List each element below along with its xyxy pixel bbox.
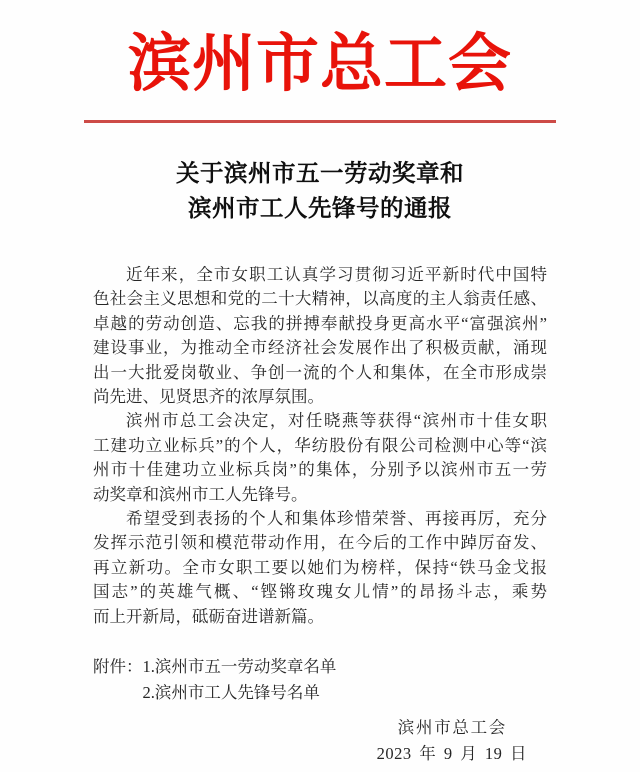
body-line: 而上开新局，砥砺奋进谱新篇。 — [93, 606, 324, 626]
body-line: 工建功立业标兵”的个人，华纺股份有限公司检测中心等“滨 — [93, 435, 547, 455]
body-line: 滨州市总工会决定，对任晓燕等获得“滨州市十佳女职 — [126, 411, 547, 431]
body-line: 希望受到表扬的个人和集体珍惜荣誉、再接再厉，充分 — [126, 509, 547, 529]
body-line: 动奖章和滨州市工人先锋号。 — [93, 484, 308, 504]
signature-org: 滨州市总工会 — [397, 718, 507, 738]
document-title — [0, 157, 640, 227]
attachment-item — [93, 680, 547, 706]
body-line: 国志”的英雄气概、“铿锵玫瑰女儿情”的昂扬斗志，乘势 — [93, 582, 547, 602]
body-line: 近年来，全市女职工认真学习贯彻习近平新时代中国特 — [126, 265, 547, 284]
signature-date: 2023 年 9 月 19 日 — [376, 744, 527, 764]
letterhead-divider-line — [84, 120, 556, 123]
paragraph-1 — [93, 263, 547, 409]
document-title-line-2: 滨州市工人先锋号的通报 — [188, 196, 452, 222]
attachment-list — [93, 654, 547, 706]
body-line: 发挥示范引领和模范带动作用，在今后的工作中踔厉奋发、 — [93, 533, 547, 553]
body-line: 色社会主义思想和党的二十大精神，以高度的主人翁责任感、 — [93, 289, 547, 309]
attachment-label: 附件： — [93, 657, 143, 677]
document-body — [93, 263, 547, 629]
letterhead-org-title: 滨州市总工会 — [128, 29, 512, 99]
document-title-line-1: 关于滨州市五一劳动奖章和 — [176, 161, 464, 187]
attachment-item — [93, 654, 547, 680]
body-line: 州市十佳建功立业标兵岗”的集体，分别予以滨州市五一劳 — [93, 460, 547, 480]
body-line: 建设事业，为推动全市经济社会发展作出了积极贡献，涌现 — [93, 338, 547, 358]
body-line: 再立新功。全市女职工要以她们为榜样，保持“铁马金戈报 — [93, 557, 547, 577]
attachment-item-2: 2.滨州市工人先锋号名单 — [142, 683, 320, 703]
body-line: 卓越的劳动创造、忘我的拼搏奉献投身更高水平“富强滨州” — [93, 313, 547, 333]
paragraph-3 — [93, 507, 547, 629]
paragraph-2 — [93, 409, 547, 507]
body-line: 出一大批爱岗敬业、争创一流的个人和集体，在全市形成崇 — [93, 362, 547, 382]
attachment-item-1: 1.滨州市五一劳动奖章名单 — [142, 657, 337, 677]
body-line: 尚先进、见贤思齐的浓厚氛围。 — [93, 387, 324, 407]
